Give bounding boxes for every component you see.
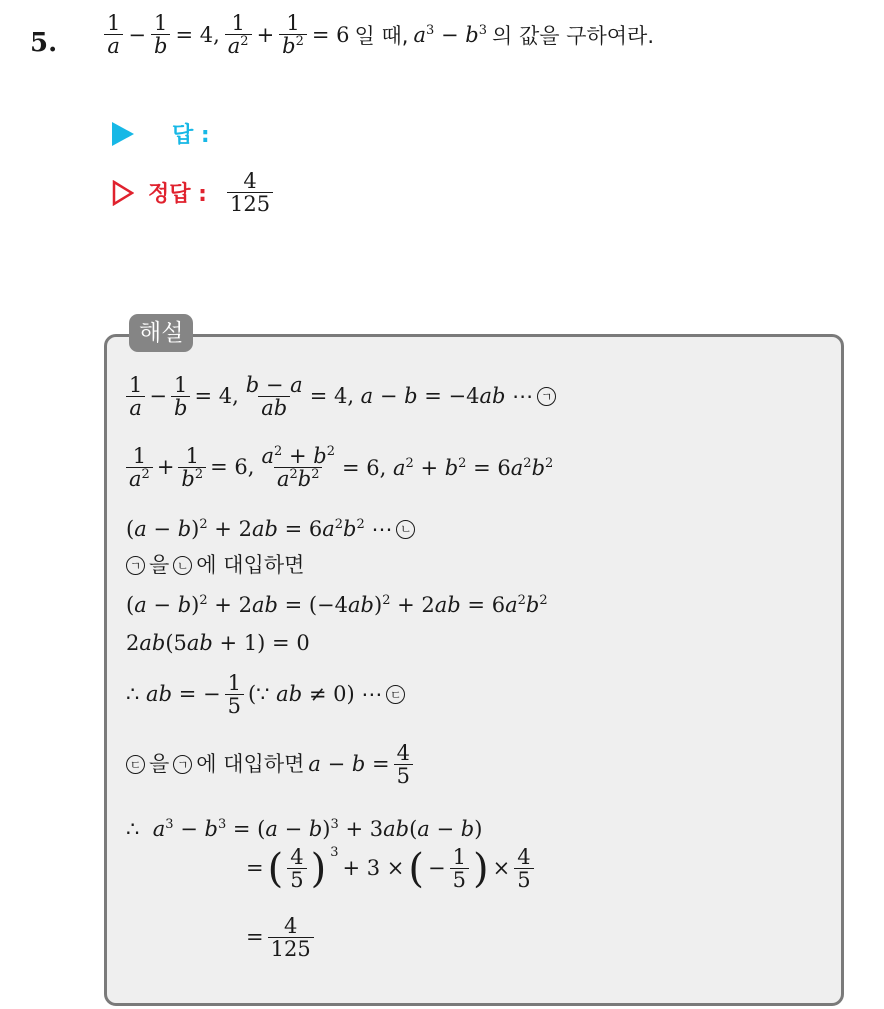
circled-label: ㄷ [126, 755, 145, 774]
correct-answer-value: $\frac{4}{125}$ [227, 170, 273, 215]
solution-step-6: 2ab(5ab + 1) = 0 [126, 631, 310, 655]
subst-text: 을 [149, 553, 170, 577]
question-prompt-end: 의 값을 구하여라. [491, 23, 655, 48]
solution-step-5: $(a - b)^2 + 2ab = (-4ab)^2 + 2ab = 6a^2b^2$ [126, 593, 548, 617]
circled-label: ㄱ [126, 556, 145, 575]
solution-step-10: = ( $\frac{4}{5}$ ) 3 + 3 × ( − $\frac{1}{5}$ ) × $\frac{4}{5}$ [246, 846, 538, 891]
solution-step-7: ∴ ab = − $\frac{1}{5}$ (∵ ab ≠ 0) ⋯ ㄷ [126, 672, 409, 717]
circled-label: ㄱ [537, 387, 556, 406]
circled-label: ㄷ [386, 685, 405, 704]
solution-step-11: = $\frac{4}{125}$ [246, 915, 318, 960]
subst-text: 에 대입하면 [196, 752, 305, 777]
question-text: $\frac{1}{a}$ − $\frac{1}{b}$ = 4, $\frac{1}{a^2}$ + $\frac{1}{b^2}$ = 6 일 때, $a^3 - b^3$ 의 값을 구하여라. [104, 12, 659, 57]
solution-step-2: $\frac{1}{a^2}$ + $\frac{1}{b^2}$ = 6, $\frac{a^2 + b^2}{a^2b^2}$ = 6, $a^2 + b^2 = 6a^2b^2$ [126, 445, 557, 490]
subst-text: 에 대입하면 [196, 553, 305, 577]
subst-text: 을 [149, 752, 170, 777]
solution-tab: 해설 [129, 314, 193, 352]
solution-step-1: $\frac{1}{a}$ − $\frac{1}{b}$ = 4, $\frac{b - a}{ab}$ = 4, a − b = −4ab ⋯ ㄱ [126, 374, 560, 419]
circled-label: ㄴ [396, 520, 415, 539]
circled-label: ㄱ [173, 755, 192, 774]
solution-step-8: ㄷ 을 ㄱ 에 대입하면 a − b = $\frac{4}{5}$ [126, 742, 417, 787]
solution-steps [126, 0, 826, 1009]
solution-step-9: ∴ $a^3 - b^3 = (a - b)^3 + 3ab(a - b)$ [126, 817, 483, 841]
question-number: 5. [30, 28, 58, 58]
circled-label: ㄴ [173, 556, 192, 575]
solution-step-4 [126, 555, 308, 576]
solution-step-3: $(a - b)^2 + 2ab = 6a^2b^2$ ⋯ ㄴ [126, 518, 419, 540]
correct-answer-label: 정답 : [148, 182, 207, 208]
answer-label: 답 : [172, 123, 210, 148]
question-prompt-mid: 일 때, [354, 23, 409, 48]
